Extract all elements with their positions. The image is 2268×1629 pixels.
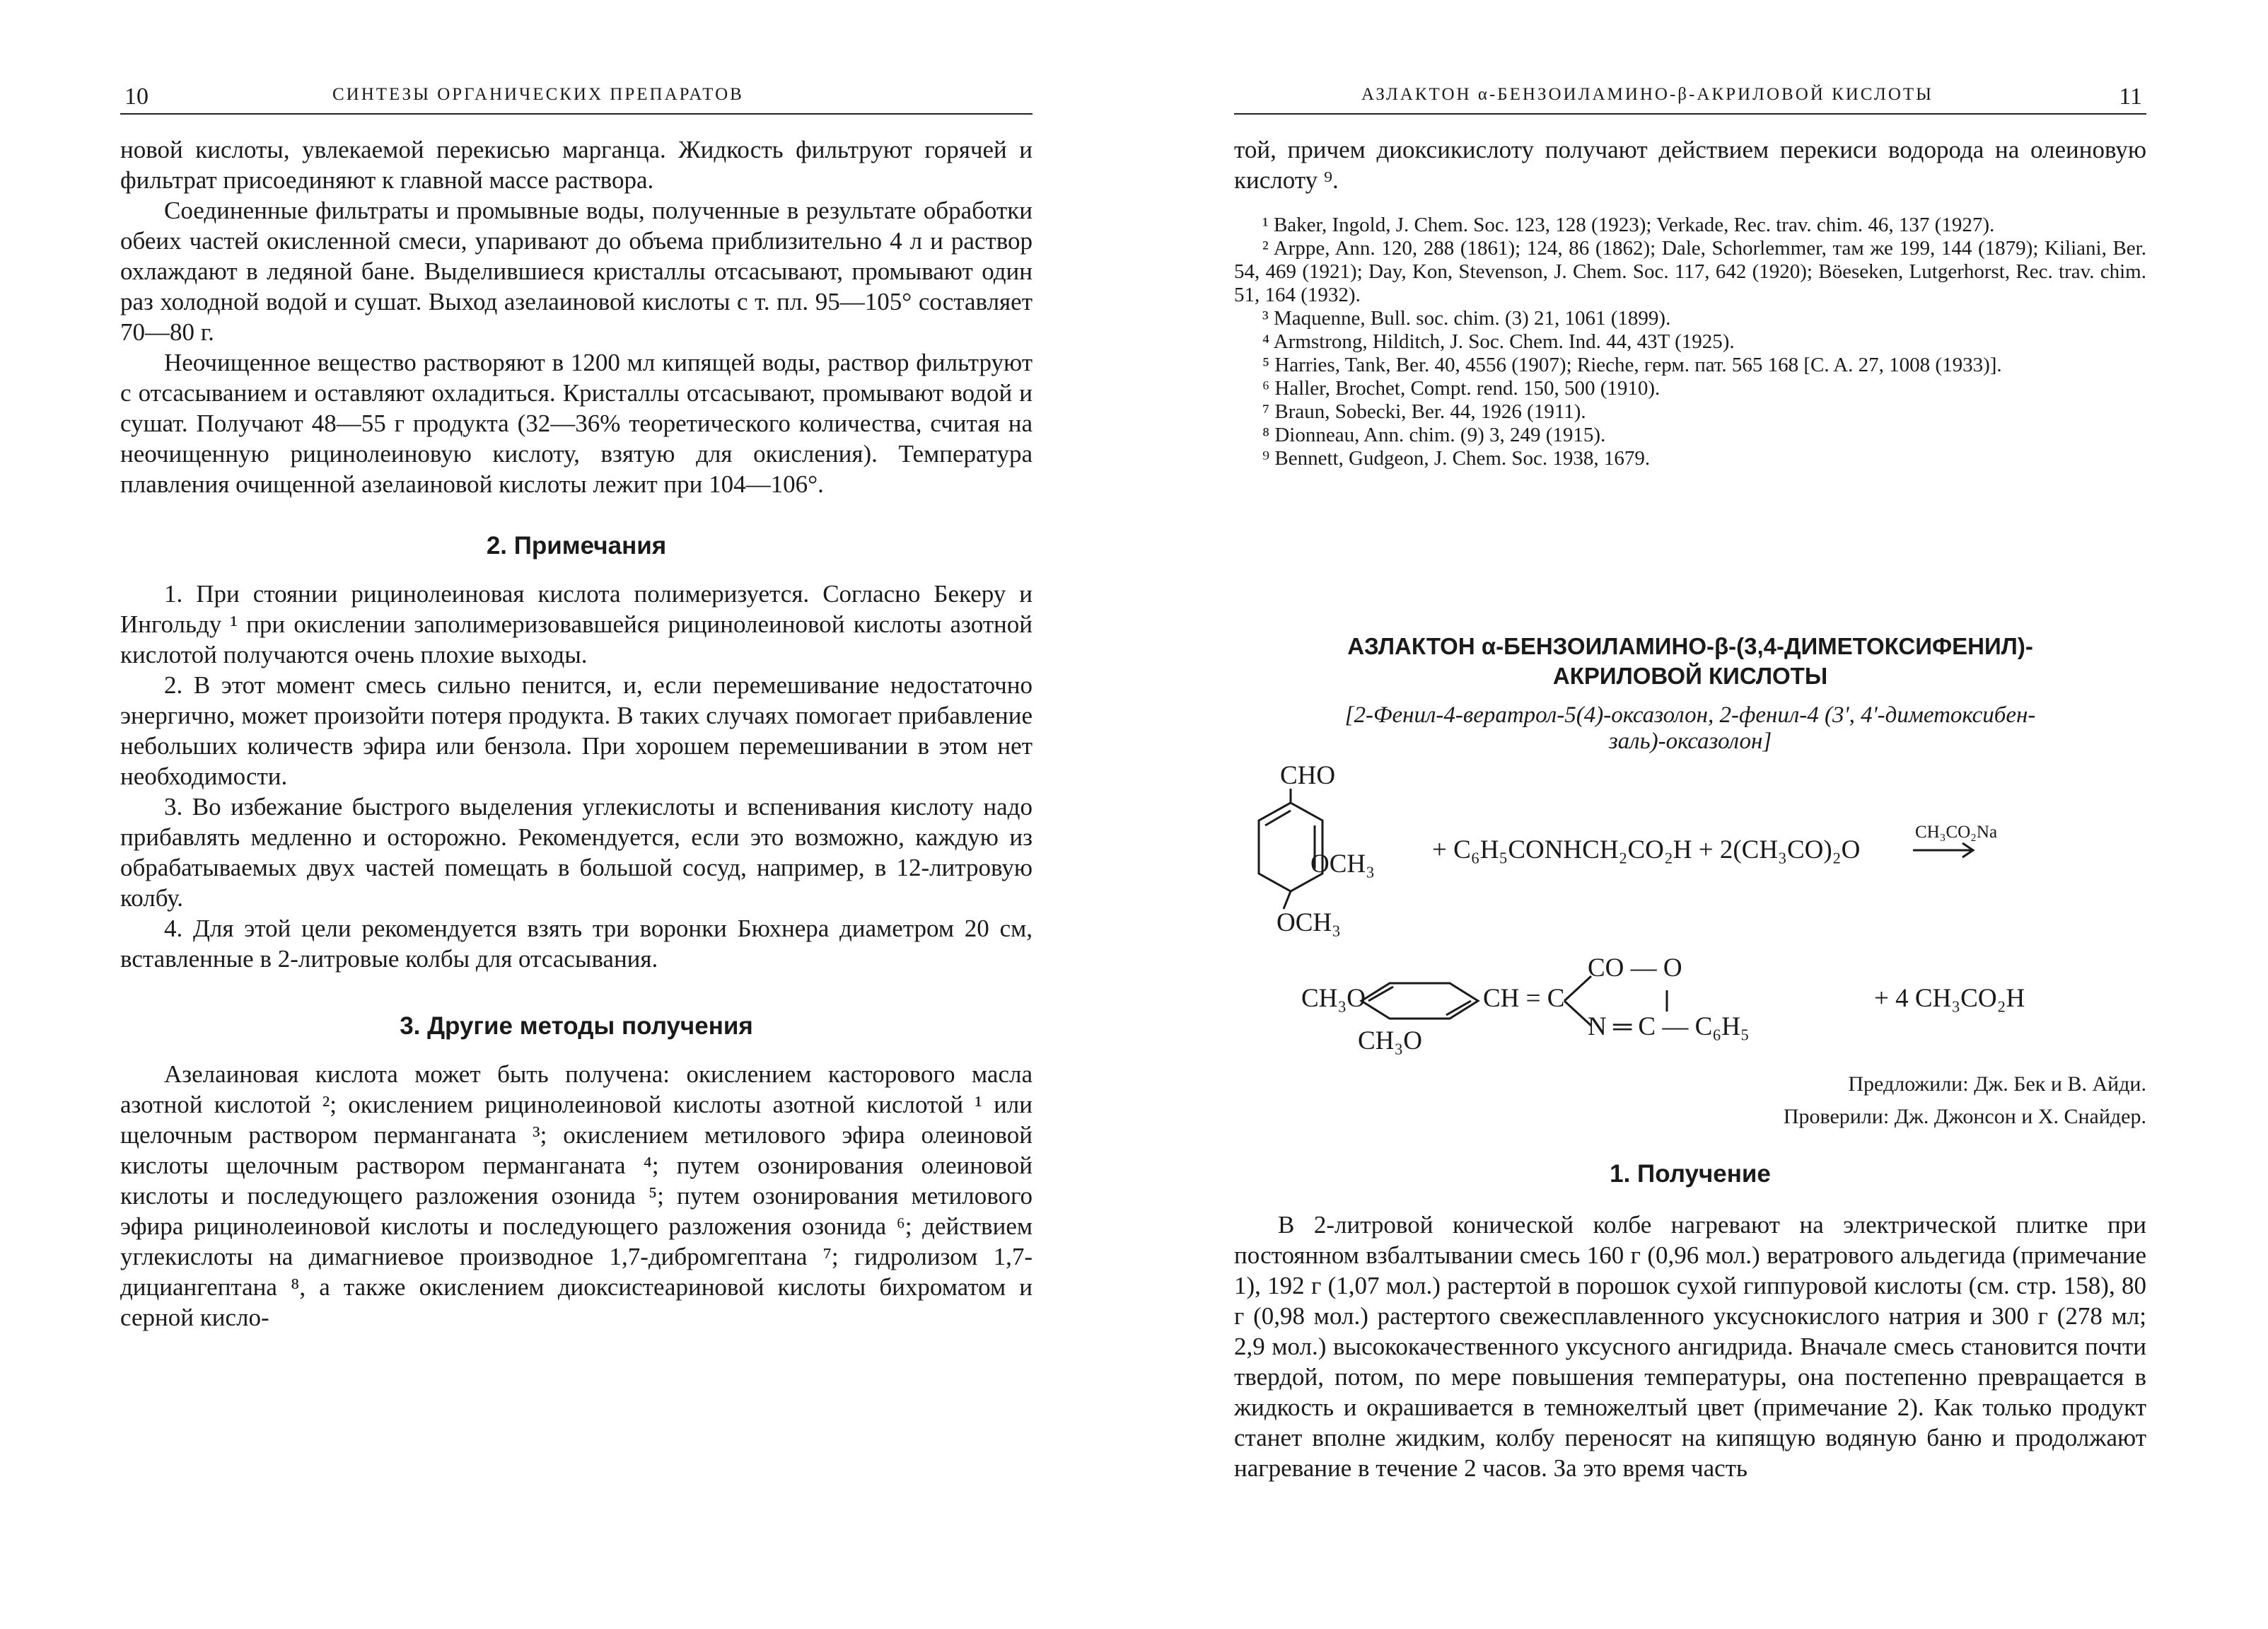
reagents-label: + C₆H₅CONHCH₂CO₂H + 2(CH₃CO)₂O <box>1432 835 1861 864</box>
note: 3. Во избежание быстрого выделения углекислоты и вспенивания кислоту надо прибавлять медленно и осторожно. Рекомендуется, если это возможно, каждую из обрабатываемых двух частей помещать в большой сосуд, например, в 12-литровую колбу. <box>120 793 1033 912</box>
footnote: ⁹ Bennett, Gudgeon, J. Chem. Soc. 1938, 1679. <box>1262 447 1651 470</box>
footnote: ⁸ Dionneau, Ann. chim. (9) 3, 249 (1915). <box>1262 424 1606 446</box>
footnotes <box>1234 214 2146 470</box>
ch-c-label: CH = C <box>1483 984 1565 1013</box>
synonyms-line: заль)-оксазолон] <box>1608 729 1772 754</box>
left-page <box>120 0 1033 1629</box>
n-c-label: N ═ C — C₆H₅ <box>1588 1012 1750 1041</box>
page-number: 11 <box>2119 83 2142 110</box>
footnote: ⁶ Haller, Brochet, Compt. rend. 150, 500 (1910). <box>1262 377 1661 400</box>
synonyms-line: [2-Фенил-4-вератрол-5(4)-оксазолон, 2-фенил-4 (3', 4'-диметоксибен- <box>1344 702 2036 728</box>
ch3o-label: CH₃O <box>1301 984 1366 1013</box>
footnote: ² Arppe, Ann. 120, 288 (1861); 124, 86 (1862); Dale, Schorlemmer, там же 199, 144 (1879); Kiliani, Ber. 54, 469 (1921); Day, Kon, Stevenson, J. Chem. Soc. 117, 642 (1920); Böeseken, Lutgerhorst, Rec. trav. chim. 51, 164 (1932). <box>1234 237 2146 306</box>
paragraph: Неочищенное вещество растворяют в 1200 мл кипящей воды, раствор фильтруют с отсасыванием и оставляют охладиться. Кристаллы отсасывают, промывают водой и сушат. Получают 48—55 г продукта (32—36% теоретического количества, считая на неочищенную рицинолеиновую кислоту, взятую для окисления). Температура плавления очищенной азелаиновой кислоты лежит при 104—106°. <box>120 349 1033 498</box>
byproduct-label: + 4 CH₃CO₂H <box>1874 984 2025 1013</box>
running-head-title: СИНТЕЗЫ ОРГАНИЧЕСКИХ ПРЕПАРАТОВ <box>332 85 744 104</box>
co-o-label: CO — O <box>1588 953 1682 982</box>
other-methods-heading: 3. Другие методы получения <box>400 1012 753 1040</box>
preparation-section <box>1234 1160 2146 1483</box>
running-header <box>120 78 1033 115</box>
article-title-line: АКРИЛОВОЙ КИСЛОТЫ <box>1552 663 1828 689</box>
section-heading: 1. Получение <box>1610 1160 1771 1188</box>
notes-heading: 2. Примечания <box>486 532 667 560</box>
cho-label: CHO <box>1280 761 1336 790</box>
och3-label: OCH₃ <box>1277 908 1342 937</box>
och3-label: OCH₃ <box>1310 850 1376 879</box>
right-page <box>1234 0 2146 1629</box>
running-header <box>1234 78 2146 115</box>
note: 2. В этот момент смесь сильно пенится, и, если перемешивание недостаточно энергично, может произойти потеря продукта. В таких случаях помогает прибавление небольших количеств эфира или бензола. При хорошем перемешивании в этом нет необходимости. <box>120 671 1033 790</box>
ring-double-bond <box>1265 811 1291 825</box>
paragraph: новой кислоты, увлекаемой перекисью марганца. Жидкость фильтруют горячей и фильтрат присоединяют к главной массе раствора. <box>120 136 1033 194</box>
reaction-scheme <box>1234 761 2146 1065</box>
bond-och3 <box>1284 891 1291 909</box>
footnote: ⁴ Armstrong, Hilditch, J. Soc. Chem. Ind. 44, 43T (1925). <box>1262 330 1735 353</box>
running-head-title: АЗЛАКТОН α-БЕНЗОИЛАМИНО-β-АКРИЛОВОЙ КИСЛОТЫ <box>1361 85 1933 104</box>
ch3o-label: CH₃O <box>1358 1026 1423 1055</box>
proposed-by: Предложили: Дж. Бек и В. Айди. <box>1848 1072 2146 1096</box>
footnote: ⁷ Braun, Sobecki, Ber. 44, 1926 (1911). <box>1262 400 1586 423</box>
article-title-line: АЗЛАКТОН α-БЕНЗОИЛАМИНО-β-(3,4-ДИМЕТОКСИФЕНИЛ)- <box>1347 633 2033 659</box>
paragraph: той, причем диоксикислоту получают действием перекиси водорода на олеиновую кислоту ⁹. <box>1234 136 2146 194</box>
paragraph: Азелаиновая кислота может быть получена: окислением касторового масла азотной кислотой ²; окислением рицинолеиновой кислоты азотной кислотой ¹ или щелочным раствором перманганата ³; окислением метилового эфира олеиновой кислоты щелочным раствором перманганата ⁴; путем озонирования олеиновой кислоты и последующего разложения озонида ⁵; путем озонирования метилового эфира рицинолеиновой кислоты и последующего разложения озонида ⁶; действием углекислоты на димагниевое производное 1,7-дибромгептана ⁷; гидролизом 1,7-дициангептана ⁸, а также окислением диоксистеариновой кислоты бихроматом и серной кисло- <box>120 1060 1033 1331</box>
note: 4. Для этой цели рекомендуется взять три воронки Бюхнера диаметром 20 см, вставленные в 2-литровые колбы для отсасывания. <box>120 915 1033 973</box>
benzene-ring-2 <box>1361 983 1478 1019</box>
catalyst-label: CH₃CO₂Na <box>1915 823 1998 842</box>
footnote: ⁵ Harries, Tank, Ber. 40, 4556 (1907); Rieche, герм. пат. 565 168 [C. A. 27, 1008 (1933)]. <box>1262 354 2002 376</box>
right-top <box>1234 134 2146 470</box>
article-title <box>1234 633 2146 755</box>
page-number: 10 <box>124 83 149 110</box>
checked-by: Проверили: Дж. Джонсон и Х. Снайдер. <box>1783 1105 2146 1128</box>
footnote: ³ Maquenne, Bull. soc. chim. (3) 21, 1061 (1899). <box>1262 307 1671 330</box>
footnote: ¹ Baker, Ingold, J. Chem. Soc. 123, 128 (1923); Verkade, Rec. trav. chim. 46, 137 (1927). <box>1262 214 1995 236</box>
paragraph: В 2-литровой конической колбе нагревают на электрической плитке при постоянном взбалтывании смесь 160 г (0,96 мол.) вератрового альдегида (примечание 1), 192 г (1,07 мол.) растертой в порошок сухой гиппуровой кислоты (см. стр. 158), 80 г (0,98 мол.) растертого свежесплавленного уксуснокислого натрия и 300 г (278 мл; 2,9 мол.) высококачественного уксусного ангидрида. Вначале смесь становится почти твердой, потом, по мере повышения температуры, она постепенно превращается в жидкость и окрашивается в темножелтый цвет (примечание 2). Как только продукт станет вполне жидким, колбу переносят на кипящую водяную баню и продолжают нагревание в течение 2 часов. За это время часть <box>1234 1211 2146 1482</box>
note: 1. При стоянии рицинолеиновая кислота полимеризуется. Согласно Бекеру и Ингольду ¹ при окислении заполимеризовавшейся рицинолеиновой кислоты азотной кислотой получаются очень плохие выходы. <box>120 580 1033 668</box>
left-body <box>120 134 1033 1333</box>
credits <box>1581 1068 2146 1133</box>
paragraph: Соединенные фильтраты и промывные воды, полученные в результате обработки обеих частей окисленной смеси, упаривают до объема приблизительно 4 л и раствор охлаждают в ледяной бане. Выделившиеся кристаллы отсасывают, промывают один раз холодной водой и сушат. Выход азелаиновой кислоты с т. пл. 95—105° составляет 70—80 г. <box>120 197 1033 346</box>
